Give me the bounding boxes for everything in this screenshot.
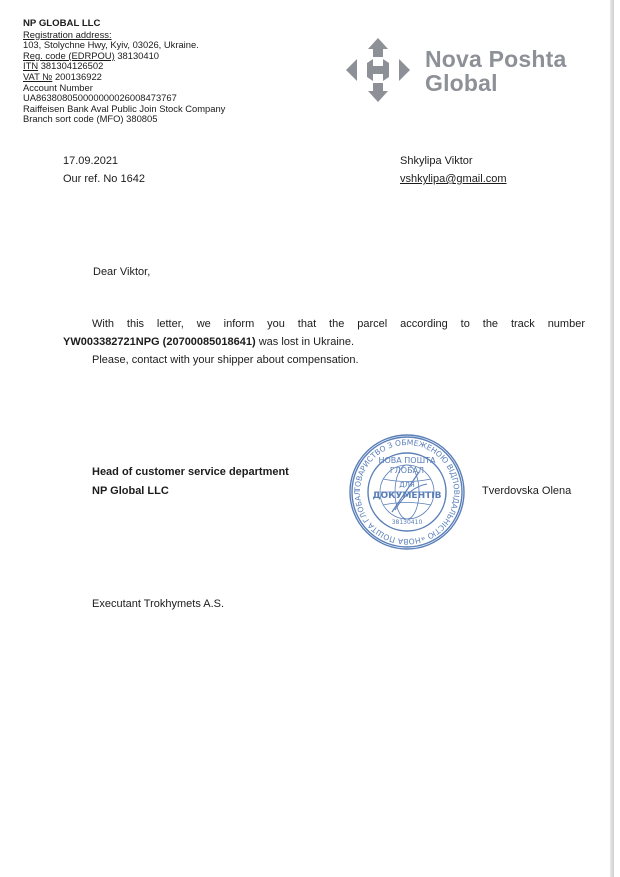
signature-company: NP Global LLC — [92, 485, 169, 497]
our-reference: Our ref. No 1642 — [63, 173, 145, 185]
recipient-email-link[interactable]: vshkylipa@gmail.com — [400, 173, 507, 185]
greeting: Dear Viktor, — [93, 266, 151, 278]
stamp-center-line-2: ГЛОБАЛ — [389, 466, 425, 475]
itn-label: ITN — [23, 60, 39, 72]
registration-address: 103, Stolychne Hwy, Kyiv, 03026, Ukraine. — [23, 39, 199, 51]
branch-code: Branch sort code (MFO) 380805 — [23, 113, 158, 125]
scan-edge-shadow — [610, 0, 614, 877]
reg-code-label: Reg. code (EDRPOU) — [23, 49, 115, 61]
account-value: UA863808050000000026008473767 — [23, 92, 177, 104]
signer-name: Tverdovska Olena — [482, 485, 572, 497]
body-line-2 — [63, 333, 585, 351]
letter-date: 17.09.2021 — [63, 155, 119, 167]
stamp-center-line-4: ДОКУМЕНТІВ — [372, 491, 442, 501]
stamp-code: 38130410 — [391, 519, 423, 526]
letter-body — [63, 315, 585, 369]
company-name: NP GLOBAL LLC — [23, 18, 101, 29]
stamp-center-line-3: ДЛЯ — [399, 481, 415, 489]
nova-poshta-logo-icon — [345, 37, 411, 103]
registration-label: Registration address: — [23, 28, 112, 40]
track-number: YW003382721NPG (20700085018641) — [63, 336, 256, 348]
stamp-outer-text: ТОВАРИСТВО З ОБМЕЖЕНОЮ ВІДПОВІДАЛЬНІСТЮ «НОВА ПОШТА ГЛОБАЛ — [352, 437, 462, 547]
company-stamp — [347, 432, 467, 552]
vat-value: 200136922 — [54, 70, 102, 82]
logo-wordmark — [425, 47, 567, 95]
bank-name: Raiffeisen Bank Aval Public Join Stock Company — [23, 102, 226, 114]
company-requisites — [23, 19, 225, 125]
stamp-center-line-1: НОВА ПОШТА — [378, 456, 436, 465]
body-line-2-rest: was lost in Ukraine. — [255, 336, 355, 348]
body-line-3: Please, contact with your shipper about compensation. — [92, 354, 359, 366]
executant: Executant Trokhymets A.S. — [92, 598, 225, 610]
logo-line-2: Global — [425, 70, 498, 96]
account-label: Account Number — [23, 81, 93, 93]
logo-line-1: Nova Poshta — [425, 46, 567, 72]
signature-title: Head of customer service department — [92, 466, 289, 478]
recipient-name: Shkylipa Viktor — [400, 155, 473, 167]
stamp-seal-icon — [347, 432, 467, 552]
nova-poshta-logo — [345, 37, 605, 103]
vat-line — [23, 72, 225, 83]
vat-label: VAT № — [23, 70, 53, 82]
reg-code-value: 38130410 — [117, 49, 160, 61]
itn-value: 381304126502 — [40, 60, 104, 72]
body-line-1: With this letter, we inform you that the parcel according to the track number — [92, 318, 585, 330]
